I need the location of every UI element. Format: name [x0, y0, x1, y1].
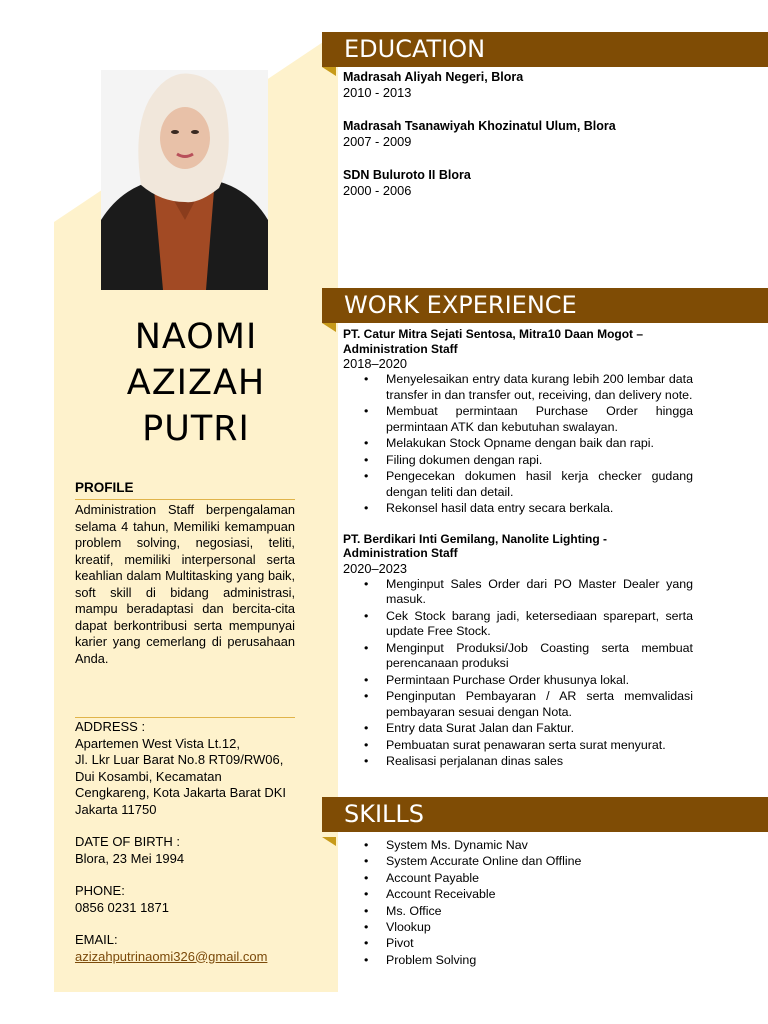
education-list	[343, 69, 693, 216]
duty-item: • Permintaan Purchase Order khusunya lokal.	[343, 673, 693, 689]
duty-item: • Cek Stock barang jadi, ketersediaan sparepart, serta update Free Stock.	[343, 609, 693, 640]
profile-summary: Administration Staff berpengalaman selama 4 tahun, Memiliki kemampuan problem solving, negosiasi, teliti, kreatif, memiliki interpersonal serta keahlian dalam Multitasking yang baik, soft skill di bidang administrasi, mampu beradaptasi dan bercita-cita dapat berkontribusi serta mempunyai karier yang cemerlang di perusahaan Anda.	[75, 502, 295, 666]
job-entry	[343, 532, 693, 770]
skill-item: • Vlookup	[343, 919, 693, 935]
skills-list-container	[343, 837, 693, 968]
name-line-1: NAOMI	[134, 317, 258, 357]
job-position: Administration Staff	[343, 546, 458, 560]
skill-item: • Account Receivable	[343, 886, 693, 902]
school-name: Madrasah Tsanawiyah Khozinatul Ulum, Blora	[343, 119, 616, 133]
address-label: ADDRESS :	[75, 719, 146, 734]
address-line: Jl. Lkr Luar Barat No.8 RT09/RW06,	[75, 752, 284, 767]
education-header-fold	[322, 67, 336, 76]
education-item	[343, 167, 693, 199]
phone-label: PHONE:	[75, 883, 125, 898]
duty-item: • Pembuatan surat penawaran serta surat menyurat.	[343, 738, 693, 754]
school-years: 2007 - 2009	[343, 134, 412, 149]
work-header-fold	[322, 323, 336, 332]
skills-header: SKILLS	[322, 797, 768, 832]
education-header: EDUCATION	[322, 32, 768, 67]
phone-value: 0856 0231 1871	[75, 899, 169, 915]
name-line-2: AZIZAH	[126, 363, 266, 403]
school-name: SDN Buluroto II Blora	[343, 168, 471, 182]
job-entry	[343, 327, 693, 517]
skill-item: • System Ms. Dynamic Nav	[343, 837, 693, 853]
email-label: EMAIL:	[75, 932, 118, 947]
skill-item: • Account Payable	[343, 870, 693, 886]
duty-item: • Menginput Sales Order dari PO Master Dealer yang masuk.	[343, 577, 693, 608]
skill-item: • Ms. Office	[343, 903, 693, 919]
work-list	[343, 327, 693, 771]
full-name	[54, 314, 338, 452]
duty-item: • Realisasi perjalanan dinas sales	[343, 754, 693, 770]
duty-item: • Menyelesaikan entry data kurang lebih 200 lembar data transfer in dan transfer out, receiving, dan delivery note.	[343, 372, 693, 403]
address-line: Jakarta 11750	[75, 801, 157, 817]
skills-header-fold	[322, 837, 336, 846]
school-name: Madrasah Aliyah Negeri, Blora	[343, 70, 524, 84]
job-duties	[343, 577, 693, 770]
profile-photo	[101, 70, 268, 290]
address-line: Dui Kosambi, Kecamatan	[75, 768, 222, 784]
duty-item: • Penginputan Pembayaran / AR serta memvalidasi pembayaran sesuai dengan Nota.	[343, 689, 693, 720]
skills-list	[343, 837, 693, 968]
name-line-3: PUTRI	[142, 409, 250, 449]
school-years: 2000 - 2006	[343, 183, 412, 198]
skill-item: • Pivot	[343, 935, 693, 951]
skill-item: • Problem Solving	[343, 952, 693, 968]
email-link[interactable]: azizahputrinaomi326@gmail.com	[75, 948, 268, 964]
duty-item: • Membuat permintaan Purchase Order hingga permintaan ATK dan kebutuhan swalayan.	[343, 404, 693, 435]
address-line: Apartemen West Vista Lt.12,	[75, 735, 240, 751]
dob-value: Blora, 23 Mei 1994	[75, 850, 185, 866]
work-experience-header: WORK EXPERIENCE	[322, 288, 768, 323]
skill-item: • System Accurate Online dan Offline	[343, 853, 693, 869]
address-line: Cengkareng, Kota Jakarta Barat DKI	[75, 785, 287, 800]
duty-item: • Pengecekan dokumen hasil kerja checker gudang dengan teliti dan detail.	[343, 469, 693, 500]
duty-item: • Melakukan Stock Opname dengan baik dan rapi.	[343, 436, 693, 452]
duty-item: • Filing dokumen dengan rapi.	[343, 453, 693, 469]
dob-label: DATE OF BIRTH :	[75, 834, 180, 849]
job-years: 2020–2023	[343, 560, 408, 576]
job-company: PT. Berdikari Inti Gemilang, Nanolite Lighting -	[343, 531, 608, 546]
profile-heading: PROFILE	[75, 480, 295, 500]
duty-item: • Entry data Surat Jalan dan Faktur.	[343, 721, 693, 737]
profile-photo-image	[101, 70, 268, 290]
job-years: 2018–2020	[343, 356, 408, 371]
education-item	[343, 118, 693, 150]
education-item	[343, 69, 693, 101]
job-position: Administration Staff	[343, 341, 458, 356]
job-company: PT. Catur Mitra Sejati Sentosa, Mitra10 Daan Mogot –	[343, 327, 644, 341]
job-duties	[343, 372, 693, 517]
school-years: 2010 - 2013	[343, 85, 412, 100]
duty-item: • Rekonsel hasil data entry secara berkala.	[343, 501, 693, 517]
profile-divider	[75, 717, 295, 718]
contact-info	[75, 719, 295, 965]
duty-item: • Menginput Produksi/Job Coasting serta membuat perencanaan produksi	[343, 641, 693, 672]
